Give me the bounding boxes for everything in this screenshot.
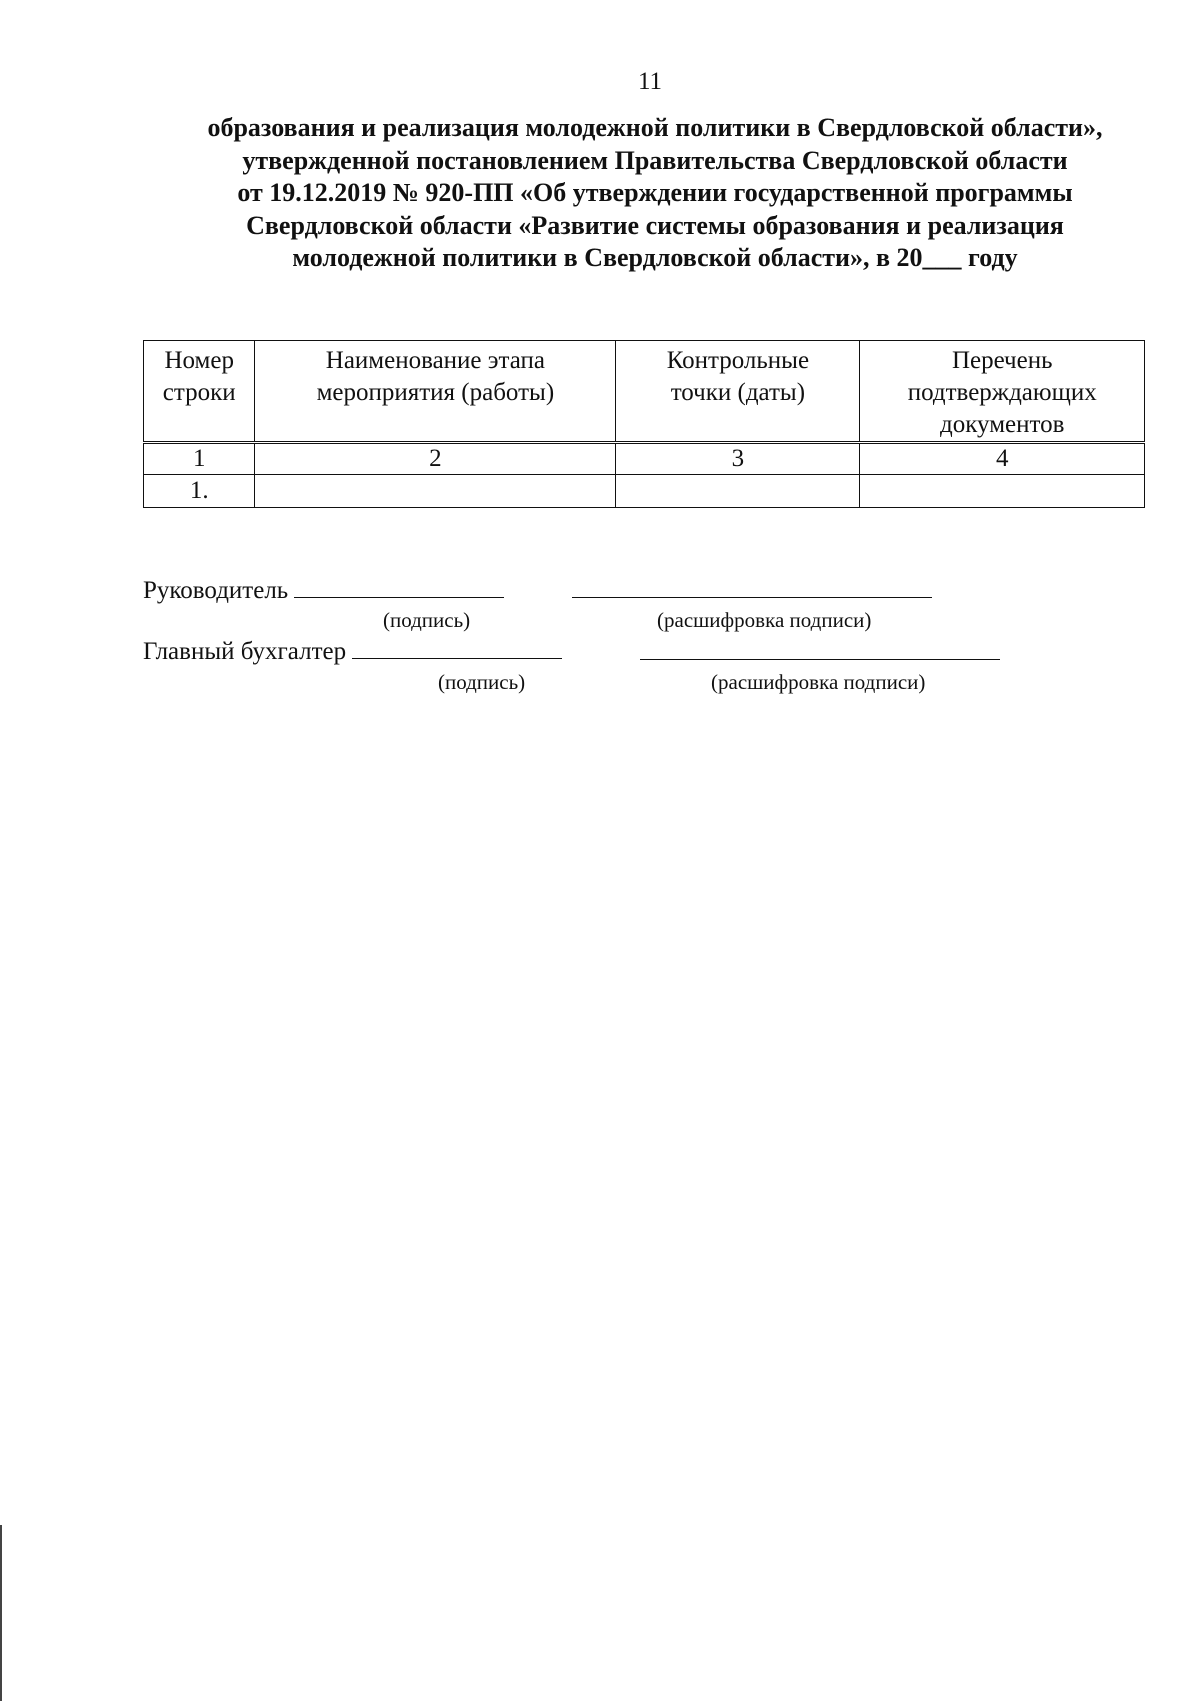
table-cell bbox=[616, 475, 860, 508]
accountant-decode-blank bbox=[640, 637, 1000, 660]
table-cell: 1. bbox=[144, 475, 255, 508]
accountant-label: Главный бухгалтер bbox=[143, 638, 347, 665]
header-text: строки bbox=[162, 379, 236, 406]
column-number: 1 bbox=[144, 443, 255, 475]
head-sign-caption: (подпись) bbox=[383, 608, 471, 632]
header-text: документов bbox=[940, 411, 1065, 438]
head-signature-blank bbox=[294, 575, 504, 598]
head-signature-line bbox=[143, 575, 504, 605]
head-decode-caption: (расшифровка подписи) bbox=[657, 608, 872, 632]
title-line: Свердловской области «Развитие системы образования и реализация bbox=[246, 210, 1064, 240]
table-row bbox=[144, 475, 1145, 508]
title-line: от 19.12.2019 № 920-ПП «Об утверждении государственной программы bbox=[237, 178, 1073, 207]
header-stage-name bbox=[255, 341, 616, 443]
table-cell bbox=[860, 475, 1145, 508]
header-text: подтверждающих bbox=[907, 379, 1097, 406]
title-line: молодежной политики в Свердловской области», в 20___ году bbox=[292, 243, 1018, 272]
header-control-points bbox=[616, 341, 860, 443]
header-text: мероприятия (работы) bbox=[316, 379, 555, 406]
head-decode-blank bbox=[572, 575, 932, 598]
column-number: 4 bbox=[860, 443, 1145, 475]
header-row-number bbox=[144, 341, 255, 443]
scan-margin-mark bbox=[0, 1525, 2, 1701]
document-title bbox=[80, 112, 1200, 275]
column-number: 2 bbox=[255, 443, 616, 475]
header-text: Наименование этапа bbox=[325, 347, 545, 374]
accountant-signature-line bbox=[143, 636, 562, 666]
head-label: Руководитель bbox=[143, 577, 289, 604]
table-cell bbox=[255, 475, 616, 508]
control-points-table bbox=[143, 340, 1145, 508]
header-text: Контрольные bbox=[666, 347, 810, 374]
header-text: Номер bbox=[164, 347, 234, 374]
accountant-sign-caption: (подпись) bbox=[438, 670, 526, 694]
accountant-signature-blank bbox=[352, 636, 562, 659]
column-number: 3 bbox=[616, 443, 860, 475]
header-text: точки (даты) bbox=[670, 379, 806, 406]
header-documents-list bbox=[860, 341, 1145, 443]
column-numbers-row bbox=[144, 443, 1145, 475]
accountant-decode-caption: (расшифровка подписи) bbox=[711, 670, 926, 694]
page-number: 11 bbox=[637, 68, 663, 95]
table-header-row bbox=[144, 341, 1145, 443]
header-text: Перечень bbox=[951, 347, 1053, 374]
title-line: образования и реализация молодежной политики в Свердловской области», bbox=[207, 113, 1103, 142]
title-line: утвержденной постановлением Правительства Свердловской области bbox=[242, 145, 1068, 175]
